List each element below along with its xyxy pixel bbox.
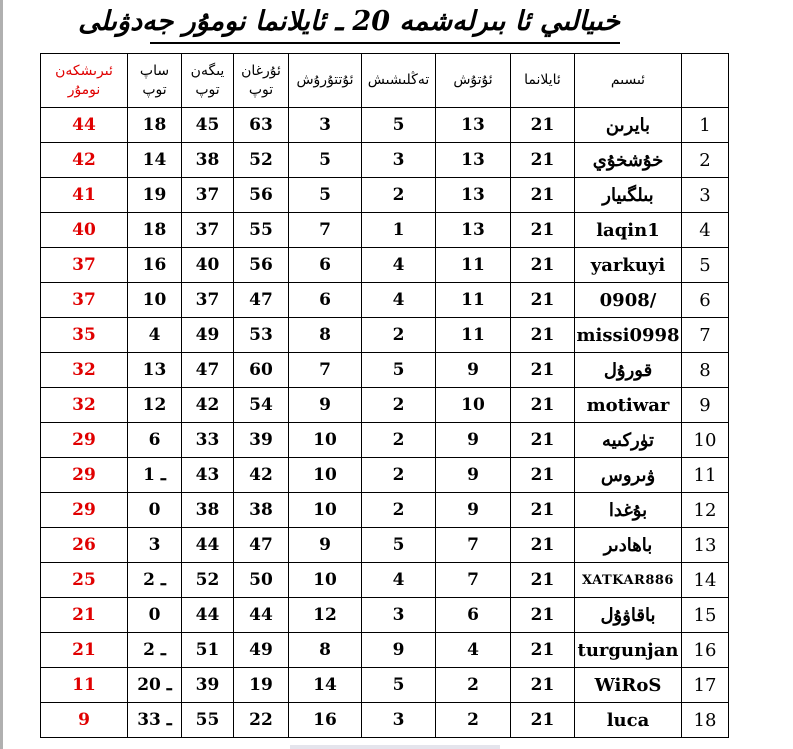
cell-draws: 3 <box>362 598 436 633</box>
cell-goal-diff: 20 ـ <box>128 668 182 703</box>
cell-points: 29 <box>41 493 128 528</box>
cell-goals-for: 54 <box>234 388 289 423</box>
cell-wins: 11 <box>436 283 511 318</box>
cell-losses: 10 <box>289 493 362 528</box>
cell-goals-against: 40 <box>182 248 234 283</box>
cell-played: 21 <box>511 563 575 598</box>
cell-goals-for: 47 <box>234 528 289 563</box>
cell-played: 21 <box>511 458 575 493</box>
cell-losses: 16 <box>289 703 362 738</box>
cell-team-name: باھادىر <box>575 528 682 563</box>
table-row <box>41 563 729 598</box>
cell-goal-diff: 0 <box>128 493 182 528</box>
table-row <box>41 108 729 143</box>
cell-wins: 11 <box>436 318 511 353</box>
cell-played: 21 <box>511 143 575 178</box>
cell-goals-against: 51 <box>182 633 234 668</box>
cell-losses: 8 <box>289 633 362 668</box>
cell-goals-against: 38 <box>182 143 234 178</box>
table-row <box>41 528 729 563</box>
table-row <box>41 353 729 388</box>
cell-points: 29 <box>41 423 128 458</box>
cell-losses: 10 <box>289 563 362 598</box>
table-row <box>41 668 729 703</box>
cell-draws: 5 <box>362 528 436 563</box>
cell-goals-against: 37 <box>182 213 234 248</box>
cell-team-name: WiRoS <box>575 668 682 703</box>
cell-goals-against: 43 <box>182 458 234 493</box>
cell-draws: 5 <box>362 108 436 143</box>
cell-goals-for: 56 <box>234 178 289 213</box>
table-row <box>41 423 729 458</box>
header-points: ئىرىشكەن نومۇر <box>41 54 128 108</box>
cell-wins: 13 <box>436 178 511 213</box>
cell-losses: 7 <box>289 353 362 388</box>
cell-draws: 2 <box>362 388 436 423</box>
cell-team-name: بايرىن <box>575 108 682 143</box>
header-wins: ئۇتۇش <box>436 54 511 108</box>
cell-points: 32 <box>41 353 128 388</box>
cell-points: 41 <box>41 178 128 213</box>
cell-played: 21 <box>511 423 575 458</box>
cell-goals-for: 56 <box>234 248 289 283</box>
cell-losses: 10 <box>289 458 362 493</box>
cell-losses: 12 <box>289 598 362 633</box>
cell-goals-for: 53 <box>234 318 289 353</box>
header-draws: تەڭلىشىش <box>362 54 436 108</box>
cell-played: 21 <box>511 633 575 668</box>
cell-points: 40 <box>41 213 128 248</box>
cell-rank: 7 <box>682 318 729 353</box>
cell-draws: 9 <box>362 633 436 668</box>
cell-draws: 2 <box>362 458 436 493</box>
cell-rank: 5 <box>682 248 729 283</box>
cell-wins: 10 <box>436 388 511 423</box>
table-row <box>41 493 729 528</box>
cell-goals-for: 49 <box>234 633 289 668</box>
cell-played: 21 <box>511 703 575 738</box>
cell-team-name: باقاۋۇل <box>575 598 682 633</box>
cell-rank: 12 <box>682 493 729 528</box>
cell-losses: 3 <box>289 108 362 143</box>
cell-rank: 11 <box>682 458 729 493</box>
cell-losses: 8 <box>289 318 362 353</box>
cell-team-name: بۇغدا <box>575 493 682 528</box>
cell-wins: 7 <box>436 528 511 563</box>
cell-team-name: yarkuyi <box>575 248 682 283</box>
cell-rank: 16 <box>682 633 729 668</box>
cell-losses: 6 <box>289 283 362 318</box>
cell-points: 37 <box>41 283 128 318</box>
cell-draws: 2 <box>362 318 436 353</box>
table-row <box>41 248 729 283</box>
cell-goal-diff: 4 <box>128 318 182 353</box>
cell-losses: 6 <box>289 248 362 283</box>
cell-points: 9 <box>41 703 128 738</box>
cell-team-name: XATKAR886 <box>575 563 682 598</box>
cell-rank: 2 <box>682 143 729 178</box>
cell-goals-for: 38 <box>234 493 289 528</box>
cell-wins: 7 <box>436 563 511 598</box>
cell-played: 21 <box>511 493 575 528</box>
table-row <box>41 458 729 493</box>
table-row <box>41 283 729 318</box>
cell-goal-diff: 33 ـ <box>128 703 182 738</box>
header-losses: ئۇتتۇرۇش <box>289 54 362 108</box>
cell-draws: 2 <box>362 178 436 213</box>
cell-team-name: /0908 <box>575 283 682 318</box>
cell-team-name: turgunjan <box>575 633 682 668</box>
cell-rank: 4 <box>682 213 729 248</box>
cell-goals-against: 37 <box>182 178 234 213</box>
cell-rank: 9 <box>682 388 729 423</box>
header-row <box>41 54 729 108</box>
cell-wins: 9 <box>436 423 511 458</box>
cell-points: 37 <box>41 248 128 283</box>
cell-goals-against: 47 <box>182 353 234 388</box>
cell-losses: 9 <box>289 388 362 423</box>
cell-rank: 3 <box>682 178 729 213</box>
cell-goals-against: 44 <box>182 528 234 563</box>
table-row <box>41 178 729 213</box>
cell-rank: 14 <box>682 563 729 598</box>
cell-draws: 5 <box>362 353 436 388</box>
cell-goals-for: 42 <box>234 458 289 493</box>
cell-goals-for: 63 <box>234 108 289 143</box>
cell-draws: 4 <box>362 563 436 598</box>
cell-team-name: بىلگىيار <box>575 178 682 213</box>
cell-rank: 15 <box>682 598 729 633</box>
cell-played: 21 <box>511 318 575 353</box>
cell-goals-against: 37 <box>182 283 234 318</box>
header-goals-for: ئۇرغان توپ <box>234 54 289 108</box>
cell-played: 21 <box>511 598 575 633</box>
cell-rank: 1 <box>682 108 729 143</box>
cell-goals-against: 55 <box>182 703 234 738</box>
cell-draws: 3 <box>362 143 436 178</box>
cell-goals-for: 60 <box>234 353 289 388</box>
cell-wins: 4 <box>436 633 511 668</box>
cell-losses: 10 <box>289 423 362 458</box>
cell-goals-for: 19 <box>234 668 289 703</box>
cell-wins: 9 <box>436 353 511 388</box>
cell-played: 21 <box>511 668 575 703</box>
cell-goal-diff: 16 <box>128 248 182 283</box>
cell-goals-against: 38 <box>182 493 234 528</box>
cell-points: 32 <box>41 388 128 423</box>
cell-wins: 9 <box>436 493 511 528</box>
cell-goal-diff: 1 ـ <box>128 458 182 493</box>
cell-wins: 13 <box>436 143 511 178</box>
cell-played: 21 <box>511 283 575 318</box>
bottom-scroll-mark <box>290 745 500 749</box>
header-played: ئايلانما <box>511 54 575 108</box>
cell-draws: 4 <box>362 283 436 318</box>
cell-goals-for: 52 <box>234 143 289 178</box>
cell-points: 35 <box>41 318 128 353</box>
cell-played: 21 <box>511 528 575 563</box>
cell-goal-diff: 18 <box>128 108 182 143</box>
cell-rank: 6 <box>682 283 729 318</box>
header-name: ئىسىم <box>575 54 682 108</box>
cell-team-name: missi0998 <box>575 318 682 353</box>
cell-goals-against: 49 <box>182 318 234 353</box>
cell-wins: 13 <box>436 213 511 248</box>
cell-goals-against: 33 <box>182 423 234 458</box>
cell-goal-diff: 12 <box>128 388 182 423</box>
cell-wins: 9 <box>436 458 511 493</box>
cell-goal-diff: 18 <box>128 213 182 248</box>
cell-rank: 18 <box>682 703 729 738</box>
cell-wins: 13 <box>436 108 511 143</box>
cell-played: 21 <box>511 178 575 213</box>
cell-goals-for: 50 <box>234 563 289 598</box>
header-rank <box>682 54 729 108</box>
cell-goals-for: 44 <box>234 598 289 633</box>
cell-rank: 10 <box>682 423 729 458</box>
cell-goal-diff: 0 <box>128 598 182 633</box>
cell-goals-for: 22 <box>234 703 289 738</box>
header-goals-against: يىگەن توپ <box>182 54 234 108</box>
cell-draws: 2 <box>362 493 436 528</box>
page-title: خىيالىي ئا بىرلەشمە 20 ـ ئايلانما نومۇر جەدۋىلى <box>150 4 620 44</box>
cell-team-name: luca <box>575 703 682 738</box>
cell-team-name: ۋىروس <box>575 458 682 493</box>
cell-points: 25 <box>41 563 128 598</box>
cell-wins: 2 <box>436 703 511 738</box>
cell-played: 21 <box>511 248 575 283</box>
cell-losses: 5 <box>289 143 362 178</box>
cell-goals-against: 42 <box>182 388 234 423</box>
cell-team-name: تۈركىيە <box>575 423 682 458</box>
table-row <box>41 143 729 178</box>
cell-losses: 14 <box>289 668 362 703</box>
cell-goal-diff: 14 <box>128 143 182 178</box>
cell-goals-against: 39 <box>182 668 234 703</box>
cell-draws: 1 <box>362 213 436 248</box>
cell-points: 21 <box>41 633 128 668</box>
cell-points: 11 <box>41 668 128 703</box>
cell-wins: 6 <box>436 598 511 633</box>
cell-wins: 2 <box>436 668 511 703</box>
header-goal-diff: ساپ توپ <box>128 54 182 108</box>
cell-goals-against: 52 <box>182 563 234 598</box>
cell-goals-for: 39 <box>234 423 289 458</box>
cell-goals-for: 47 <box>234 283 289 318</box>
cell-points: 44 <box>41 108 128 143</box>
cell-played: 21 <box>511 388 575 423</box>
cell-played: 21 <box>511 353 575 388</box>
cell-goal-diff: 13 <box>128 353 182 388</box>
cell-draws: 3 <box>362 703 436 738</box>
table-row <box>41 318 729 353</box>
standings-body <box>41 108 729 738</box>
left-edge-rule <box>0 0 3 749</box>
cell-rank: 13 <box>682 528 729 563</box>
cell-rank: 8 <box>682 353 729 388</box>
cell-goals-against: 45 <box>182 108 234 143</box>
cell-played: 21 <box>511 108 575 143</box>
cell-points: 26 <box>41 528 128 563</box>
table-row <box>41 388 729 423</box>
cell-points: 29 <box>41 458 128 493</box>
cell-points: 42 <box>41 143 128 178</box>
cell-draws: 5 <box>362 668 436 703</box>
table-row <box>41 633 729 668</box>
cell-team-name: خۇشخۇي <box>575 143 682 178</box>
cell-goal-diff: 3 <box>128 528 182 563</box>
table-row <box>41 213 729 248</box>
cell-losses: 7 <box>289 213 362 248</box>
cell-goals-for: 55 <box>234 213 289 248</box>
cell-losses: 5 <box>289 178 362 213</box>
cell-rank: 17 <box>682 668 729 703</box>
cell-losses: 9 <box>289 528 362 563</box>
cell-draws: 4 <box>362 248 436 283</box>
cell-wins: 11 <box>436 248 511 283</box>
cell-goal-diff: 10 <box>128 283 182 318</box>
cell-played: 21 <box>511 213 575 248</box>
cell-points: 21 <box>41 598 128 633</box>
cell-team-name: قورۇل <box>575 353 682 388</box>
cell-goals-against: 44 <box>182 598 234 633</box>
cell-goal-diff: 6 <box>128 423 182 458</box>
cell-draws: 2 <box>362 423 436 458</box>
cell-goal-diff: 2 ـ <box>128 563 182 598</box>
cell-goal-diff: 2 ـ <box>128 633 182 668</box>
cell-goal-diff: 19 <box>128 178 182 213</box>
cell-team-name: motiwar <box>575 388 682 423</box>
standings-table <box>40 53 729 738</box>
cell-team-name: laqin1 <box>575 213 682 248</box>
table-row <box>41 703 729 738</box>
table-row <box>41 598 729 633</box>
